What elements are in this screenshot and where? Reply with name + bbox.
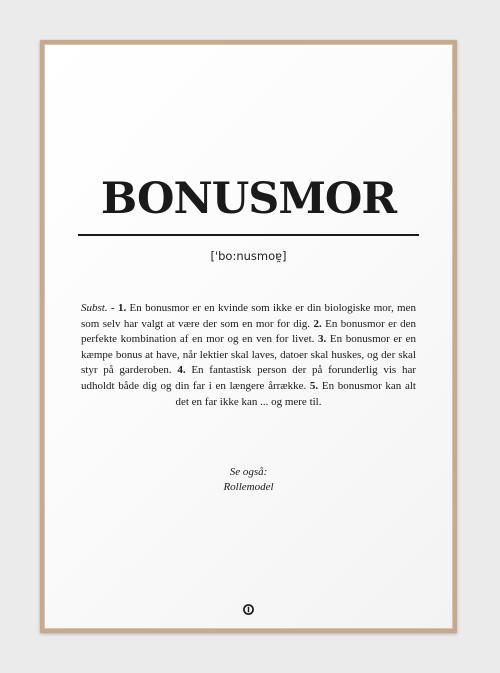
see-also-term: Rollemodel bbox=[223, 481, 274, 493]
definition-number: 4. bbox=[177, 364, 186, 377]
definition-item: En fantastisk person der på forunderlig vis har udholdt både dig og din far i en længere årrække. bbox=[81, 364, 416, 392]
poster bbox=[44, 44, 453, 629]
title-divider bbox=[78, 234, 419, 236]
definition-number: 2. bbox=[313, 317, 322, 330]
definition-item: En bonusmor kan alt det en far ikke kan ... og mere til. bbox=[175, 379, 416, 408]
definition-separator: - bbox=[107, 302, 118, 314]
definition-number: 5. bbox=[309, 379, 319, 392]
definition-item: En bonusmor er den perfekte kombination af en mor og en ven for livet. bbox=[81, 317, 416, 346]
circle-logo-icon bbox=[243, 604, 254, 615]
definition-item: En bonusmor er en kæmpe bonus at have, når lektier skal laves, datoer skal huskes, og der skal styr på garderoben. bbox=[81, 333, 416, 377]
definition-item: En bonusmor er en kvinde som ikke er din biologiske mor, men som selv har valgt at være der som en mor for dig. bbox=[81, 302, 416, 330]
see-also bbox=[45, 465, 452, 495]
definition-number: 3. bbox=[318, 333, 327, 346]
definition-text bbox=[81, 301, 416, 410]
poster-frame bbox=[40, 40, 457, 633]
word-class: Subst. bbox=[81, 302, 108, 314]
definition-number: 1. bbox=[117, 302, 127, 314]
see-also-label: Se også: bbox=[229, 466, 268, 478]
poster-title: BONUSMOR bbox=[100, 174, 397, 224]
phonetic-transcription: ['bo:nusmoɐ̯] bbox=[210, 249, 287, 263]
